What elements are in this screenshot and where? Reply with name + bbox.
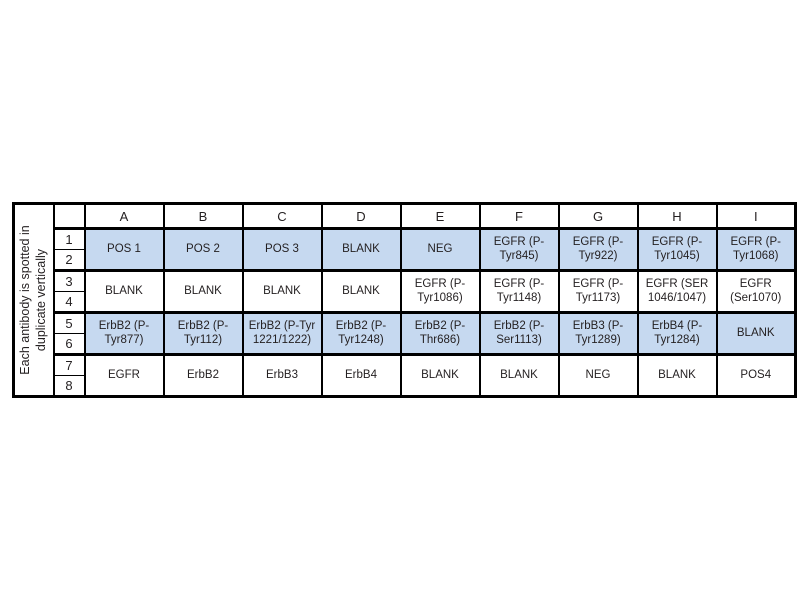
cell-f-rows-7-8: BLANK — [480, 355, 559, 397]
cell-g-rows-3-4: EGFR (P-Tyr1173) — [559, 271, 638, 313]
antibody-array-table — [12, 202, 797, 398]
side-note-line2: duplicate vertically — [33, 248, 48, 352]
side-note-line1: Each antibody is spotted in — [18, 225, 33, 375]
cell-f-rows-1-2: EGFR (P-Tyr845) — [480, 229, 559, 271]
cell-d-rows-7-8: ErbB4 — [322, 355, 401, 397]
column-header-c: C — [243, 204, 322, 229]
cell-c-rows-1-2: POS 3 — [243, 229, 322, 271]
cell-h-rows-1-2: EGFR (P-Tyr1045) — [638, 229, 717, 271]
row-number-3: 3 — [54, 271, 85, 292]
row-number-8: 8 — [54, 376, 85, 397]
cell-f-rows-3-4: EGFR (P-Tyr1148) — [480, 271, 559, 313]
row-number-1: 1 — [54, 229, 85, 250]
column-header-i: I — [717, 204, 796, 229]
cell-h-rows-3-4: EGFR (SER 1046/1047) — [638, 271, 717, 313]
cell-e-rows-5-6: ErbB2 (P-Thr686) — [401, 313, 480, 355]
cell-e-rows-7-8: BLANK — [401, 355, 480, 397]
side-note-vertical-label — [14, 206, 54, 395]
cell-b-rows-3-4: BLANK — [164, 271, 243, 313]
cell-i-rows-3-4: EGFR (Ser1070) — [717, 271, 796, 313]
row-number-4: 4 — [54, 292, 85, 313]
cell-f-rows-5-6: ErbB2 (P-Ser1113) — [480, 313, 559, 355]
cell-g-rows-7-8: NEG — [559, 355, 638, 397]
column-header-g: G — [559, 204, 638, 229]
cell-i-rows-1-2: EGFR (P-Tyr1068) — [717, 229, 796, 271]
cell-c-rows-3-4: BLANK — [243, 271, 322, 313]
cell-g-rows-5-6: ErbB3 (P-Tyr1289) — [559, 313, 638, 355]
cell-i-rows-7-8: POS4 — [717, 355, 796, 397]
cell-h-rows-5-6: ErbB4 (P-Tyr1284) — [638, 313, 717, 355]
cell-b-rows-7-8: ErbB2 — [164, 355, 243, 397]
cell-d-rows-5-6: ErbB2 (P-Tyr1248) — [322, 313, 401, 355]
cell-h-rows-7-8: BLANK — [638, 355, 717, 397]
cell-g-rows-1-2: EGFR (P-Tyr922) — [559, 229, 638, 271]
column-header-e: E — [401, 204, 480, 229]
row-number-2: 2 — [54, 250, 85, 271]
cell-a-rows-7-8: EGFR — [85, 355, 164, 397]
row-number-6: 6 — [54, 334, 85, 355]
column-header-h: H — [638, 204, 717, 229]
cell-b-rows-5-6: ErbB2 (P-Tyr112) — [164, 313, 243, 355]
cell-c-rows-7-8: ErbB3 — [243, 355, 322, 397]
cell-d-rows-1-2: BLANK — [322, 229, 401, 271]
column-header-a: A — [85, 204, 164, 229]
cell-e-rows-3-4: EGFR (P-Tyr1086) — [401, 271, 480, 313]
column-header-f: F — [480, 204, 559, 229]
cell-a-rows-5-6: ErbB2 (P-Tyr877) — [85, 313, 164, 355]
cell-e-rows-1-2: NEG — [401, 229, 480, 271]
cell-a-rows-1-2: POS 1 — [85, 229, 164, 271]
row-number-5: 5 — [54, 313, 85, 334]
cell-b-rows-1-2: POS 2 — [164, 229, 243, 271]
cell-c-rows-5-6: ErbB2 (P-Tyr 1221/1222) — [243, 313, 322, 355]
side-note-cell — [14, 204, 54, 397]
cell-i-rows-5-6: BLANK — [717, 313, 796, 355]
row-number-7: 7 — [54, 355, 85, 376]
column-header-b: B — [164, 204, 243, 229]
cell-d-rows-3-4: BLANK — [322, 271, 401, 313]
cell-a-rows-3-4: BLANK — [85, 271, 164, 313]
column-header-d: D — [322, 204, 401, 229]
corner-cell — [54, 204, 85, 229]
